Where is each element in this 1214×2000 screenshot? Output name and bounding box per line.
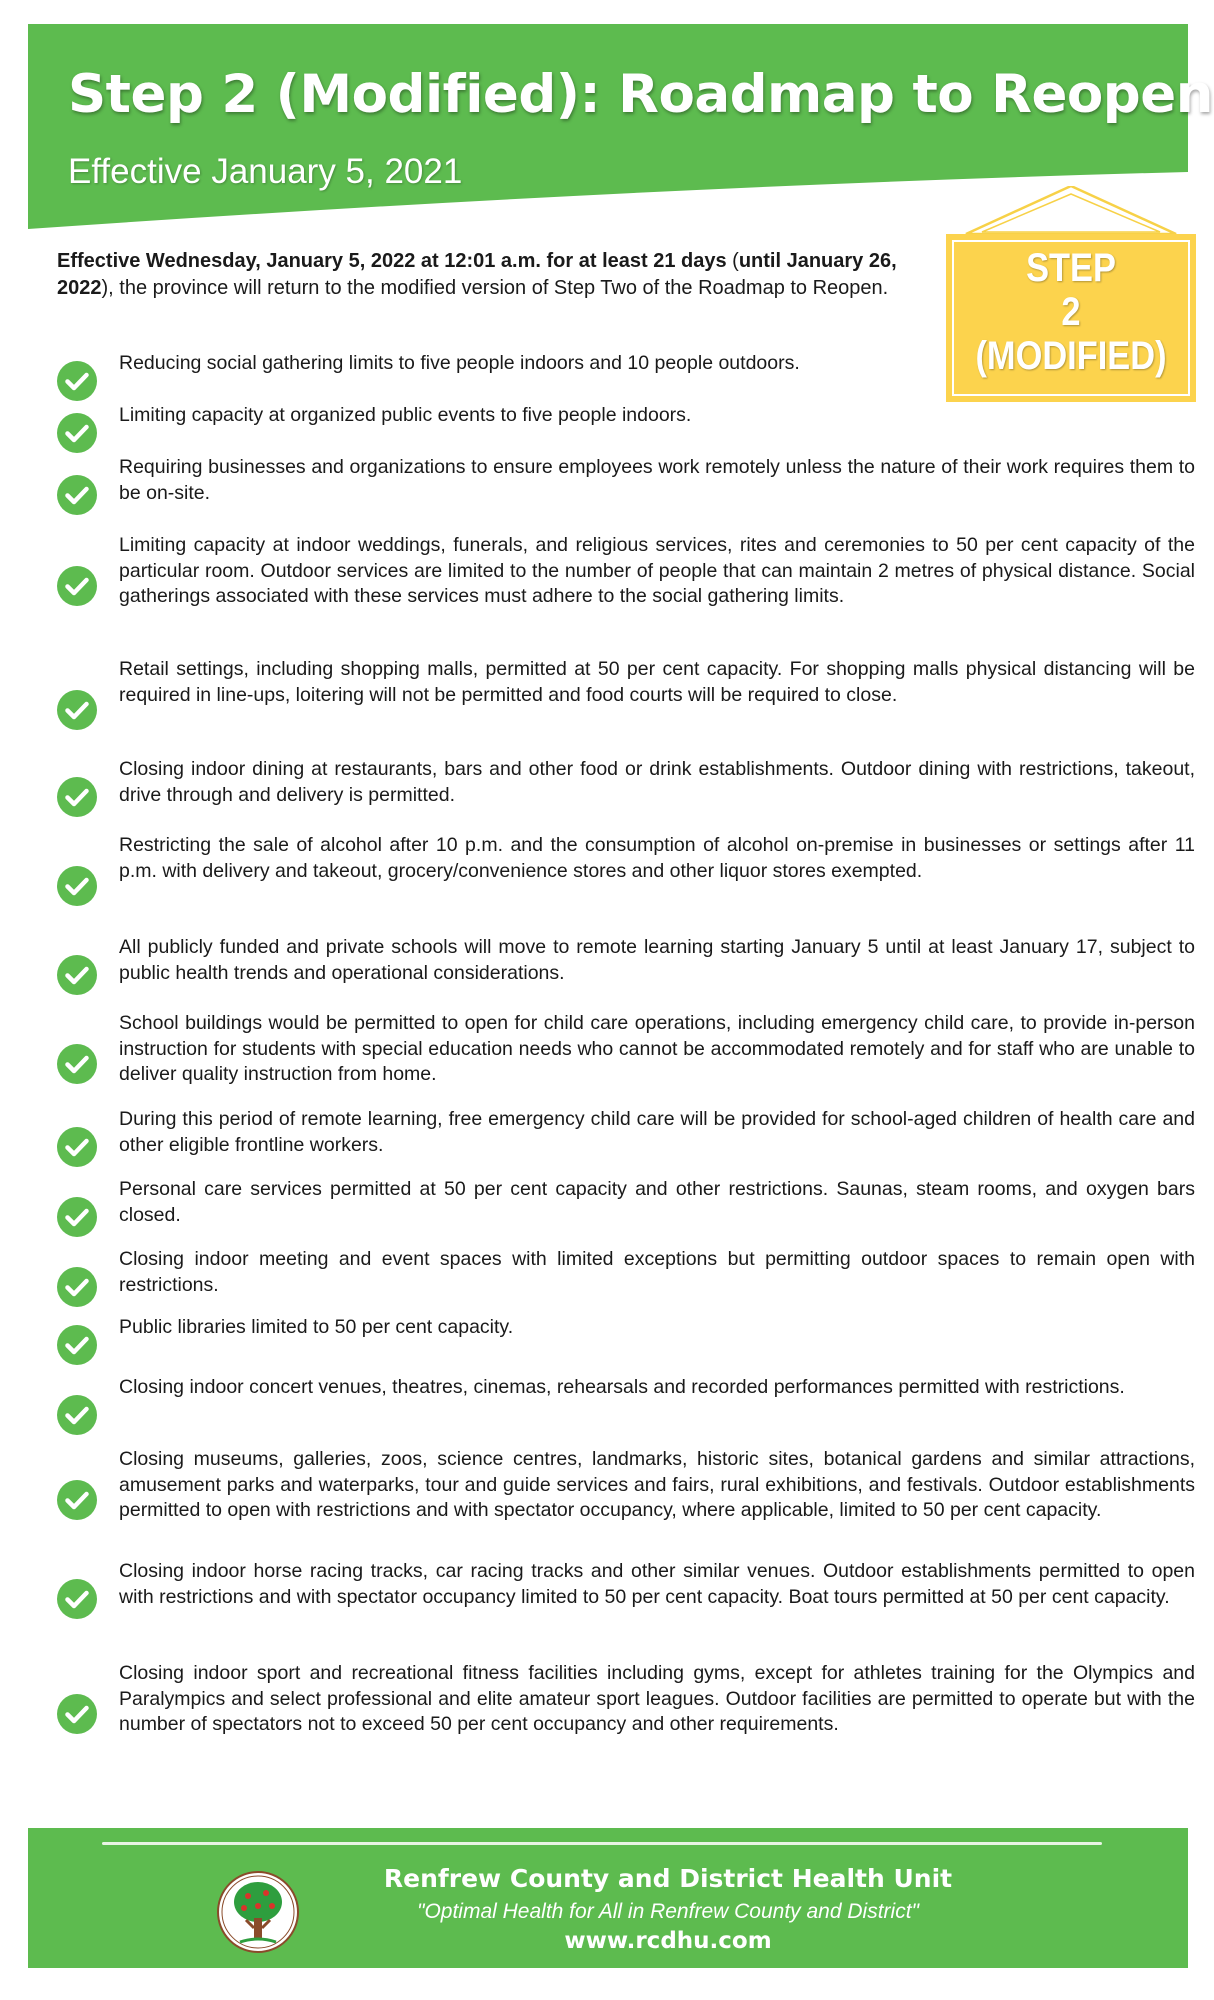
list-item-text: Retail settings, including shopping malls, permitted at 50 per cent capacity. For shopping malls physical distancing will be required in line-ups, loitering will not be permitted and food courts will be required to close. [119, 658, 1195, 706]
checkmark-icon [57, 413, 97, 453]
list-item-text: Requiring businesses and organizations to ensure employees work remotely unless the nature of their work requires them to be on-site. [119, 456, 1195, 504]
health-unit-logo-icon [216, 1866, 300, 1958]
checkmark-icon [57, 566, 97, 606]
checkmark-icon [57, 1197, 97, 1237]
checkmark-icon [57, 1480, 97, 1520]
footer-divider [102, 1842, 1102, 1845]
checkmark-icon [57, 690, 97, 730]
checkmark-icon [57, 866, 97, 906]
intro-paragraph [57, 248, 917, 302]
page-title: Step 2 (Modified): Roadmap to Reopen [68, 64, 1213, 125]
page-subtitle: Effective January 5, 2021 [68, 152, 463, 191]
list-item-text: During this period of remote learning, free emergency child care will be provided for school-aged children of health care and other eligible frontline workers. [119, 1108, 1195, 1156]
checkmark-icon [57, 1267, 97, 1307]
list-item-text: Reducing social gathering limits to five people indoors and 10 people outdoors. [119, 352, 800, 374]
intro-text-2: ), the province will return to the modified version of Step Two of the Roadmap to Reopen. [101, 277, 889, 299]
list-item-text: Restricting the sale of alcohol after 10 p.m. and the consumption of alcohol on-premise in businesses or settings after 11 p.m. with delivery and takeout, grocery/convenience stores and other liquor stores exempted. [119, 834, 1195, 882]
list-item-text: Closing indoor sport and recreational fitness facilities including gyms, except for athletes training for the Olympics and Paralympics and select professional and elite amateur sport leagues. Outdoor facilities are permitted to operate but with the number of spectators not to exceed 50 per cent occupancy and other requirements. [119, 1662, 1195, 1736]
badge-line-step: STEP [1026, 246, 1116, 290]
checkmark-icon [57, 1579, 97, 1619]
badge-line-number: 2 [1061, 290, 1081, 334]
list-item-text: Public libraries limited to 50 per cent capacity. [119, 1316, 514, 1338]
list-item-text: Closing indoor horse racing tracks, car racing tracks and other similar venues. Outdoor establishments permitted to open with restrictions and with spectator occupancy limited to 50 per cent capacity. Boat tours permitted at 50 per cent capacity. [119, 1560, 1195, 1608]
checkmark-icon [57, 1044, 97, 1084]
checkmark-icon [57, 475, 97, 515]
list-item-text: Personal care services permitted at 50 per cent capacity and other restrictions. Saunas, steam rooms, and oxygen bars closed. [119, 1178, 1195, 1226]
list-item-text: Closing indoor concert venues, theatres, cinemas, rehearsals and recorded performances permitted with restrictions. [119, 1376, 1125, 1398]
list-item-text: All publicly funded and private schools will move to remote learning starting January 5 until at least January 17, subject to public health trends and operational considerations. [119, 936, 1195, 984]
intro-end-date: until January 26, 2022 [57, 250, 897, 299]
list-item-text: Closing museums, galleries, zoos, science centres, landmarks, historic sites, botanical gardens and similar attractions, amusement parks and waterparks, tour and guide services and fairs, rural exhibitions, and festivals. Outdoor establishments permitted to open with restrictions and with spectator occupancy, where applicable, limited to 50 per cent capacity. [119, 1448, 1195, 1522]
checkmark-icon [57, 1127, 97, 1167]
checkmark-icon [57, 955, 97, 995]
organization-tagline: "Optimal Health for All in Renfrew County and District" [417, 1900, 919, 1923]
checkmark-icon [57, 777, 97, 817]
list-item-text: School buildings would be permitted to open for child care operations, including emergency child care, to provide in-person instruction for students with special education needs who cannot be accommodated remotely and for staff who are unable to deliver quality instruction from home. [119, 1012, 1195, 1086]
intro-effective-date: Effective Wednesday, January 5, 2022 at 12:01 a.m. for at least 21 days [57, 250, 727, 272]
badge-line-modified: (MODIFIED) [975, 334, 1167, 378]
list-item-text: Closing indoor dining at restaurants, bars and other food or drink establishments. Outdoor dining with restrictions, takeout, drive through and delivery is permitted. [119, 758, 1195, 806]
checkmark-icon [57, 1395, 97, 1435]
website-link[interactable]: www.rcdhu.com [564, 1928, 772, 1954]
footer [28, 1828, 1188, 1968]
list-item-text: Limiting capacity at organized public events to five people indoors. [119, 404, 692, 426]
checkmark-icon [57, 361, 97, 401]
checkmark-icon [57, 1325, 97, 1365]
list-item-text: Limiting capacity at indoor weddings, funerals, and religious services, rites and ceremonies to 50 per cent capacity of the particular room. Outdoor services are limited to the number of people that can maintain 2 metres of physical distance. Social gatherings associated with these services must adhere to the social gathering limits. [119, 534, 1195, 608]
intro-text-1: ( [726, 250, 739, 272]
list-item-text: Closing indoor meeting and event spaces with limited exceptions but permitting outdoor spaces to remain open with restrictions. [119, 1248, 1195, 1296]
checkmark-icon [57, 1694, 97, 1734]
organization-name: Renfrew County and District Health Unit [383, 1864, 953, 1893]
